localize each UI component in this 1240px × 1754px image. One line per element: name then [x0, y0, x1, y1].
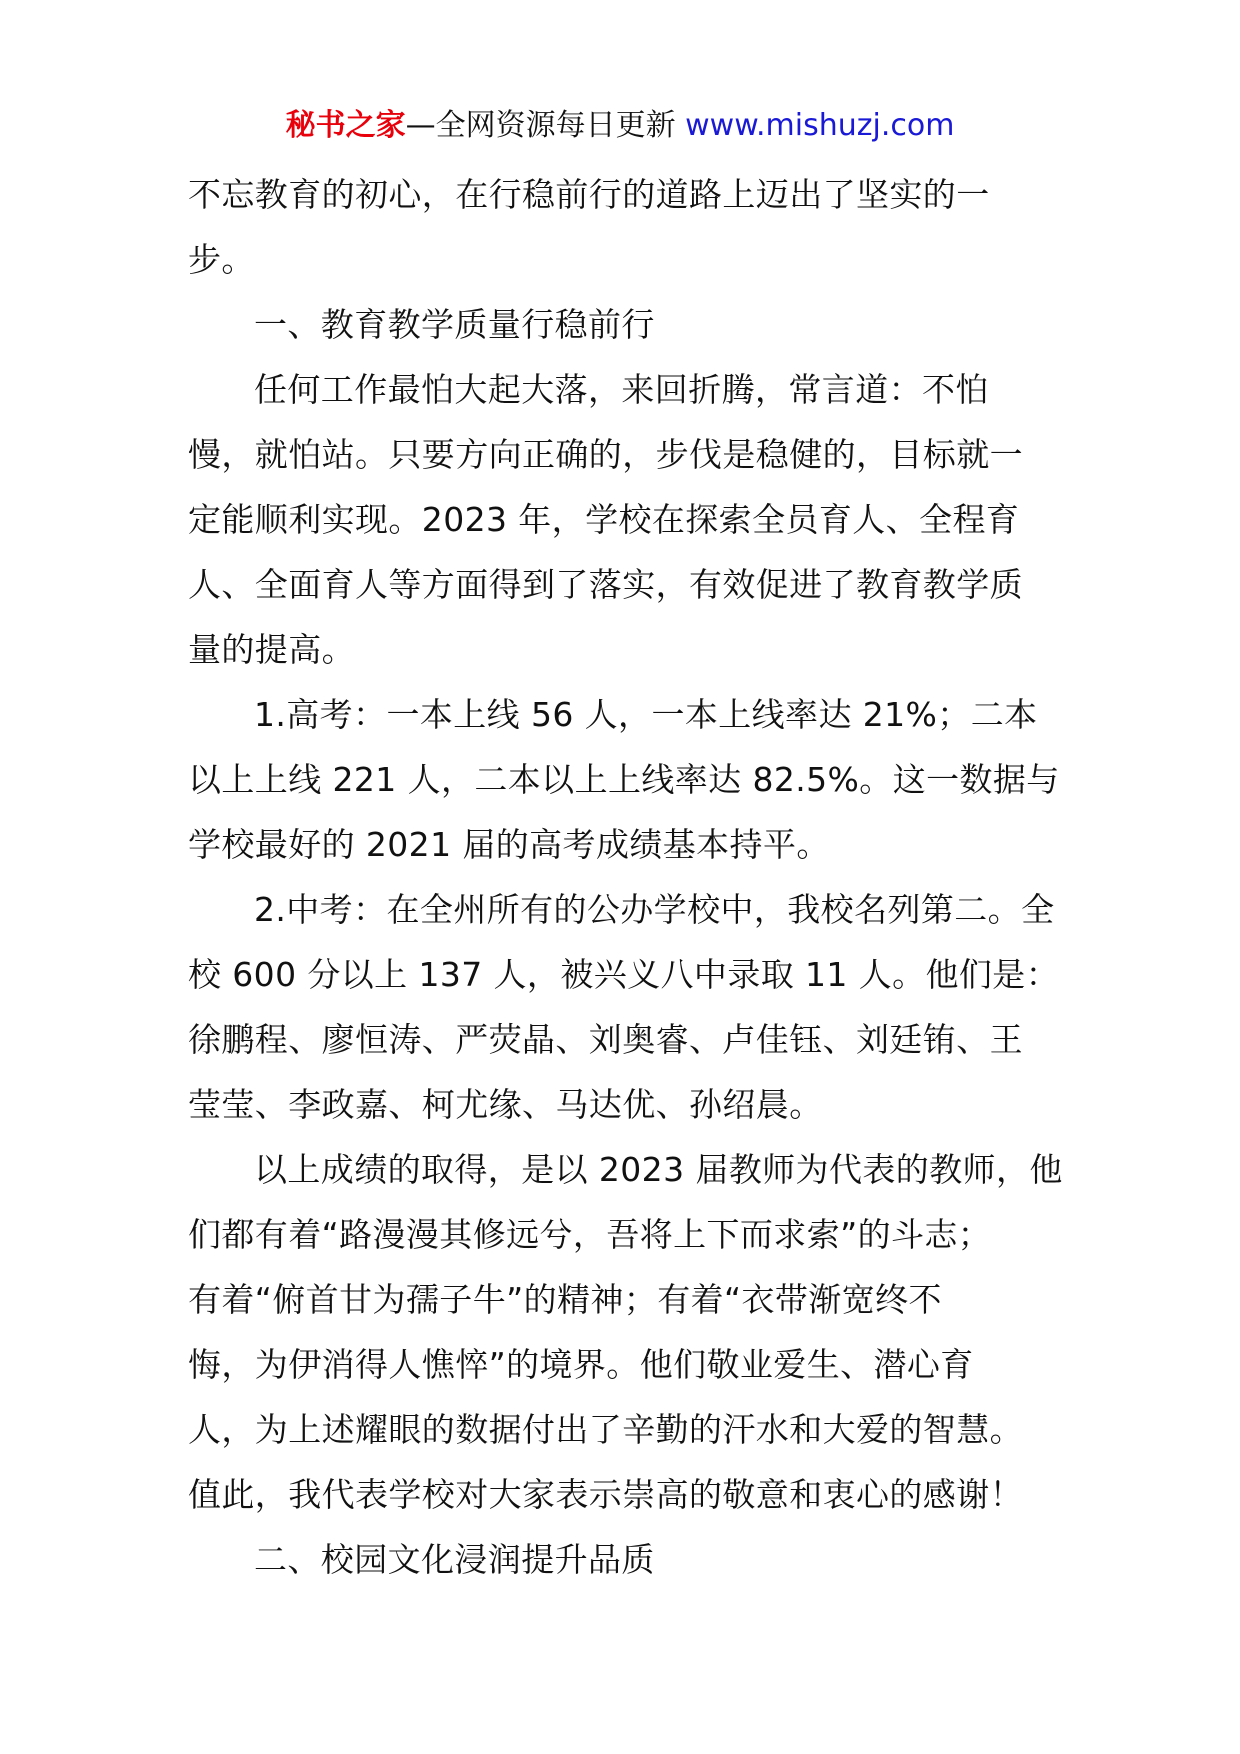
paragraph-continuation: 不忘教育的初心，在行稳前行的道路上迈出了坚实的一 步。 — [188, 175, 990, 279]
brand-name: 秘书之家 — [285, 108, 406, 143]
document-body — [188, 162, 1068, 1592]
section-heading-1: 一、教育教学质量行稳前行 — [254, 305, 655, 344]
website-link[interactable]: www.mishuzj.com — [685, 108, 955, 143]
paragraph-zhongkao: 2.中考：在全州所有的公办学校中，我校名列第二。全 校 600 分以上 137 人，被兴义八中录取 11 人。他们是： 徐鹏程、廖恒涛、严荧晶、刘奥睿、卢佳钰、刘廷铕、王 莹莹、李政嘉、柯尤缘、马达优、孙绍晨。 — [188, 890, 1060, 1124]
header-tagline: —全网资源每日更新 — [405, 108, 686, 143]
page-header — [0, 104, 1240, 148]
paragraph-gaokao: 1.高考：一本上线 56 人，一本上线率达 21%；二本 以上上线 221 人，二本以上上线率达 82.5%。这一数据与 学校最好的 2021 届的高考成绩基本持平。 — [188, 695, 1060, 864]
paragraph-intro: 任何工作最怕大起大落，来回折腾，常言道：不怕 慢，就怕站。只要方向正确的，步伐是稳健的，目标就一 定能顺利实现。2023 年，学校在探索全员育人、全程育 人、全面育人等方面得到了落实，有效促进了教育教学质 量的提高。 — [188, 370, 1023, 669]
section-heading-2: 二、校园文化浸润提升品质 — [254, 1540, 655, 1579]
paragraph-thanks: 以上成绩的取得，是以 2023 届教师为代表的教师，他 们都有着“路漫漫其修远兮，吾将上下而求索”的斗志； 有着“俯首甘为孺子牛”的精神；有着“衣带渐宽终不 悔，为伊消得人憔悴”的境界。他们敬业爱生、潜心育 人，为上述耀眼的数据付出了辛勤的汗水和大爱的智慧。 值此，我代表学校对大家表示崇高的敬意和衷心的感谢！ — [188, 1150, 1063, 1514]
